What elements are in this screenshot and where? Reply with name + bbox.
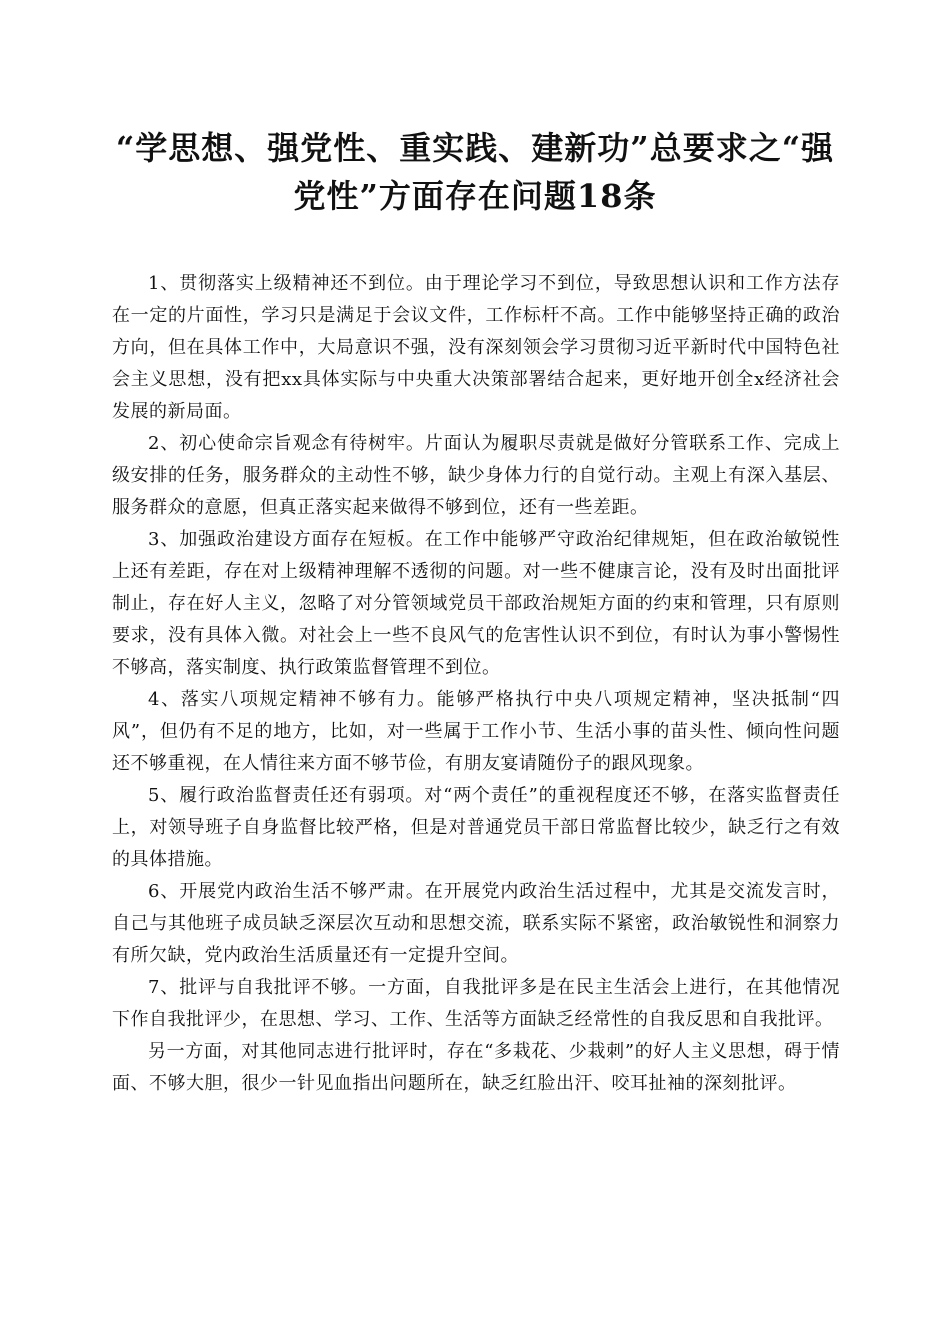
- document-title: “学思想、强党性、重实践、建新功”总要求之“强党性”方面存在问题18条: [115, 129, 835, 215]
- paragraph-7: 7、批评与自我批评不够。一方面，自我批评多是在民主生活会上进行，在其他情况下作自我批评少，在思想、学习、工作、生活等方面缺乏经常性的自我反思和自我批评。: [112, 977, 840, 1030]
- paragraph-8: 另一方面，对其他同志进行批评时，存在“多栽花、少栽刺”的好人主义思想，碍于情面、不够大胆，很少一针见血指出问题所在，缺乏红脸出汗、咬耳扯袖的深刻批评。: [112, 1041, 840, 1094]
- paragraph-1: 1、贯彻落实上级精神还不到位。由于理论学习不到位，导致思想认识和工作方法存在一定的片面性，学习只是满足于会议文件，工作标杆不高。工作中能够坚持正确的政治方向，但在具体工作中，大局意识不强，没有深刻领会学习贯彻习近平新时代中国特色社会主义思想，没有把xx具体实际与中央重大决策部署结合起来，更好地开创全x经济社会发展的新局面。: [112, 273, 840, 422]
- paragraph-3: 3、加强政治建设方面存在短板。在工作中能够严守政治纪律规矩，但在政治敏锐性上还有差距，存在对上级精神理解不透彻的问题。对一些不健康言论，没有及时出面批评制止，存在好人主义，忽略了对分管领域党员干部政治规矩方面的约束和管理，只有原则要求，没有具体入微。对社会上一些不良风气的危害性认识不到位，有时认为事小警惕性不够高，落实制度、执行政策监督管理不到位。: [112, 529, 840, 678]
- paragraph-2: 2、初心使命宗旨观念有待树牢。片面认为履职尽责就是做好分管联系工作、完成上级安排的任务，服务群众的主动性不够，缺少身体力行的自觉行动。主观上有深入基层、服务群众的意愿，但真正落实起来做得不够到位，还有一些差距。: [112, 433, 840, 518]
- paragraph-5: 5、履行政治监督责任还有弱项。对“两个责任”的重视程度还不够，在落实监督责任上，对领导班子自身监督比较严格，但是对普通党员干部日常监督比较少，缺乏行之有效的具体措施。: [112, 785, 840, 870]
- paragraph-6: 6、开展党内政治生活不够严肃。在开展党内政治生活过程中，尤其是交流发言时，自己与其他班子成员缺乏深层次互动和思想交流，联系实际不紧密，政治敏锐性和洞察力有所欠缺，党内政治生活质量还有一定提升空间。: [112, 881, 840, 966]
- document-body: [112, 268, 840, 1100]
- paragraph-4: 4、落实八项规定精神不够有力。能够严格执行中央八项规定精神，坚决抵制“四风”，但仍有不足的地方，比如，对一些属于工作小节、生活小事的苗头性、倾向性问题还不够重视，在人情往来方面不够节俭，有朋友宴请随份子的跟风现象。: [112, 689, 840, 774]
